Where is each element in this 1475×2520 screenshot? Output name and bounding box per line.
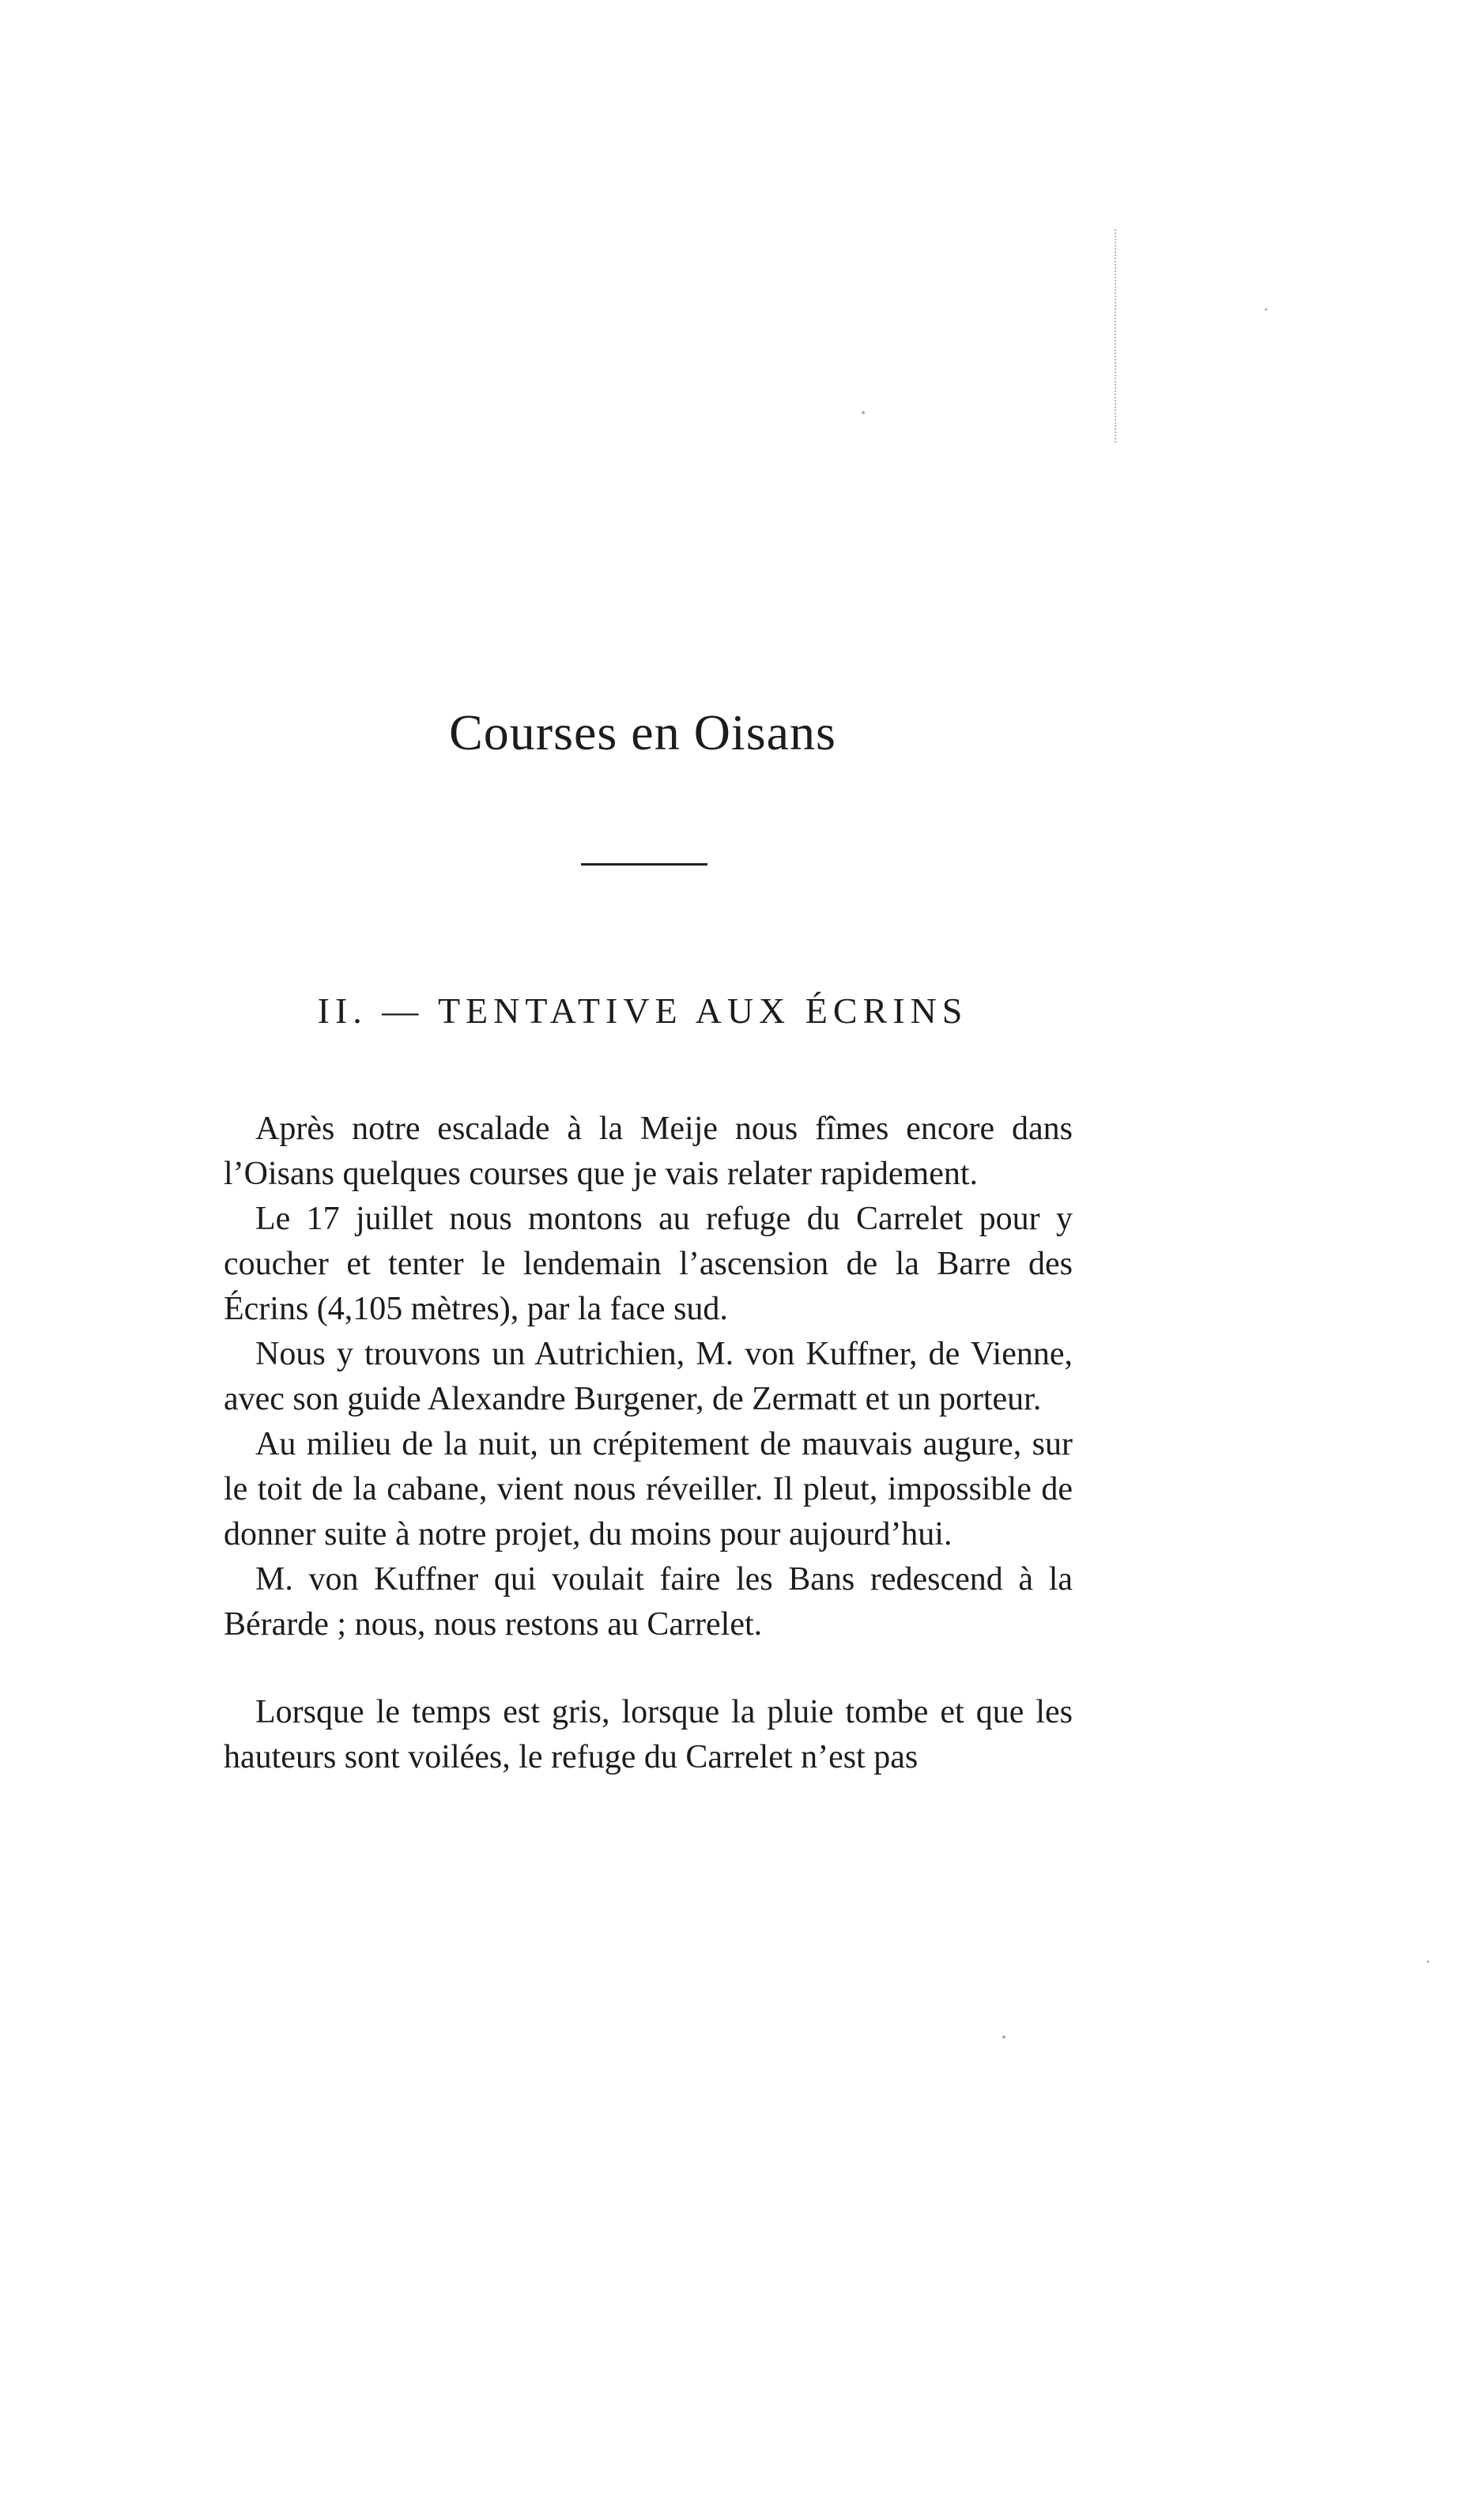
scan-speck bbox=[1265, 308, 1267, 311]
paragraph: Nous y trouvons un Autrichien, M. von Kuffner, de Vienne, avec son guide Alexandre Burgener, de Zermatt et un porteur. bbox=[224, 1336, 1073, 1417]
paragraph: Au milieu de la nuit, un crépitement de mauvais augure, sur le toit de la cabane, vient nous réveiller. Il pleut, impossible de donner suite à notre projet, du moins pour aujourd’hui. bbox=[224, 1426, 1073, 1552]
scan-speck bbox=[1002, 2035, 1005, 2039]
paragraph: Lorsque le temps est gris, lorsque la pluie tombe et que les hauteurs sont voilées, le refuge du Carrelet n’est pas bbox=[224, 1694, 1073, 1775]
paragraph: Après notre escalade à la Meije nous fîmes encore dans l’Oisans quelques courses que je vais relater rapidement. bbox=[224, 1111, 1073, 1192]
paragraph: Le 17 juillet nous montons au refuge du Carrelet pour y coucher et tenter le lendemain l’ascension de la Barre des Écrins (4,105 mètres), par la face sud. bbox=[224, 1201, 1073, 1327]
title-divider bbox=[581, 863, 707, 866]
body-text bbox=[224, 1107, 1073, 1780]
scan-speck bbox=[1427, 1960, 1429, 1963]
scan-speck bbox=[862, 411, 865, 414]
section-heading: II. — TENTATIVE AUX ÉCRINS bbox=[317, 990, 968, 1031]
paragraph: M. von Kuffner qui voulait faire les Bans redescend à la Bérarde ; nous, nous restons au Carrelet. bbox=[224, 1561, 1073, 1643]
chapter-title: Courses en Oisans bbox=[449, 704, 836, 760]
scan-edge-marks bbox=[1115, 229, 1118, 443]
